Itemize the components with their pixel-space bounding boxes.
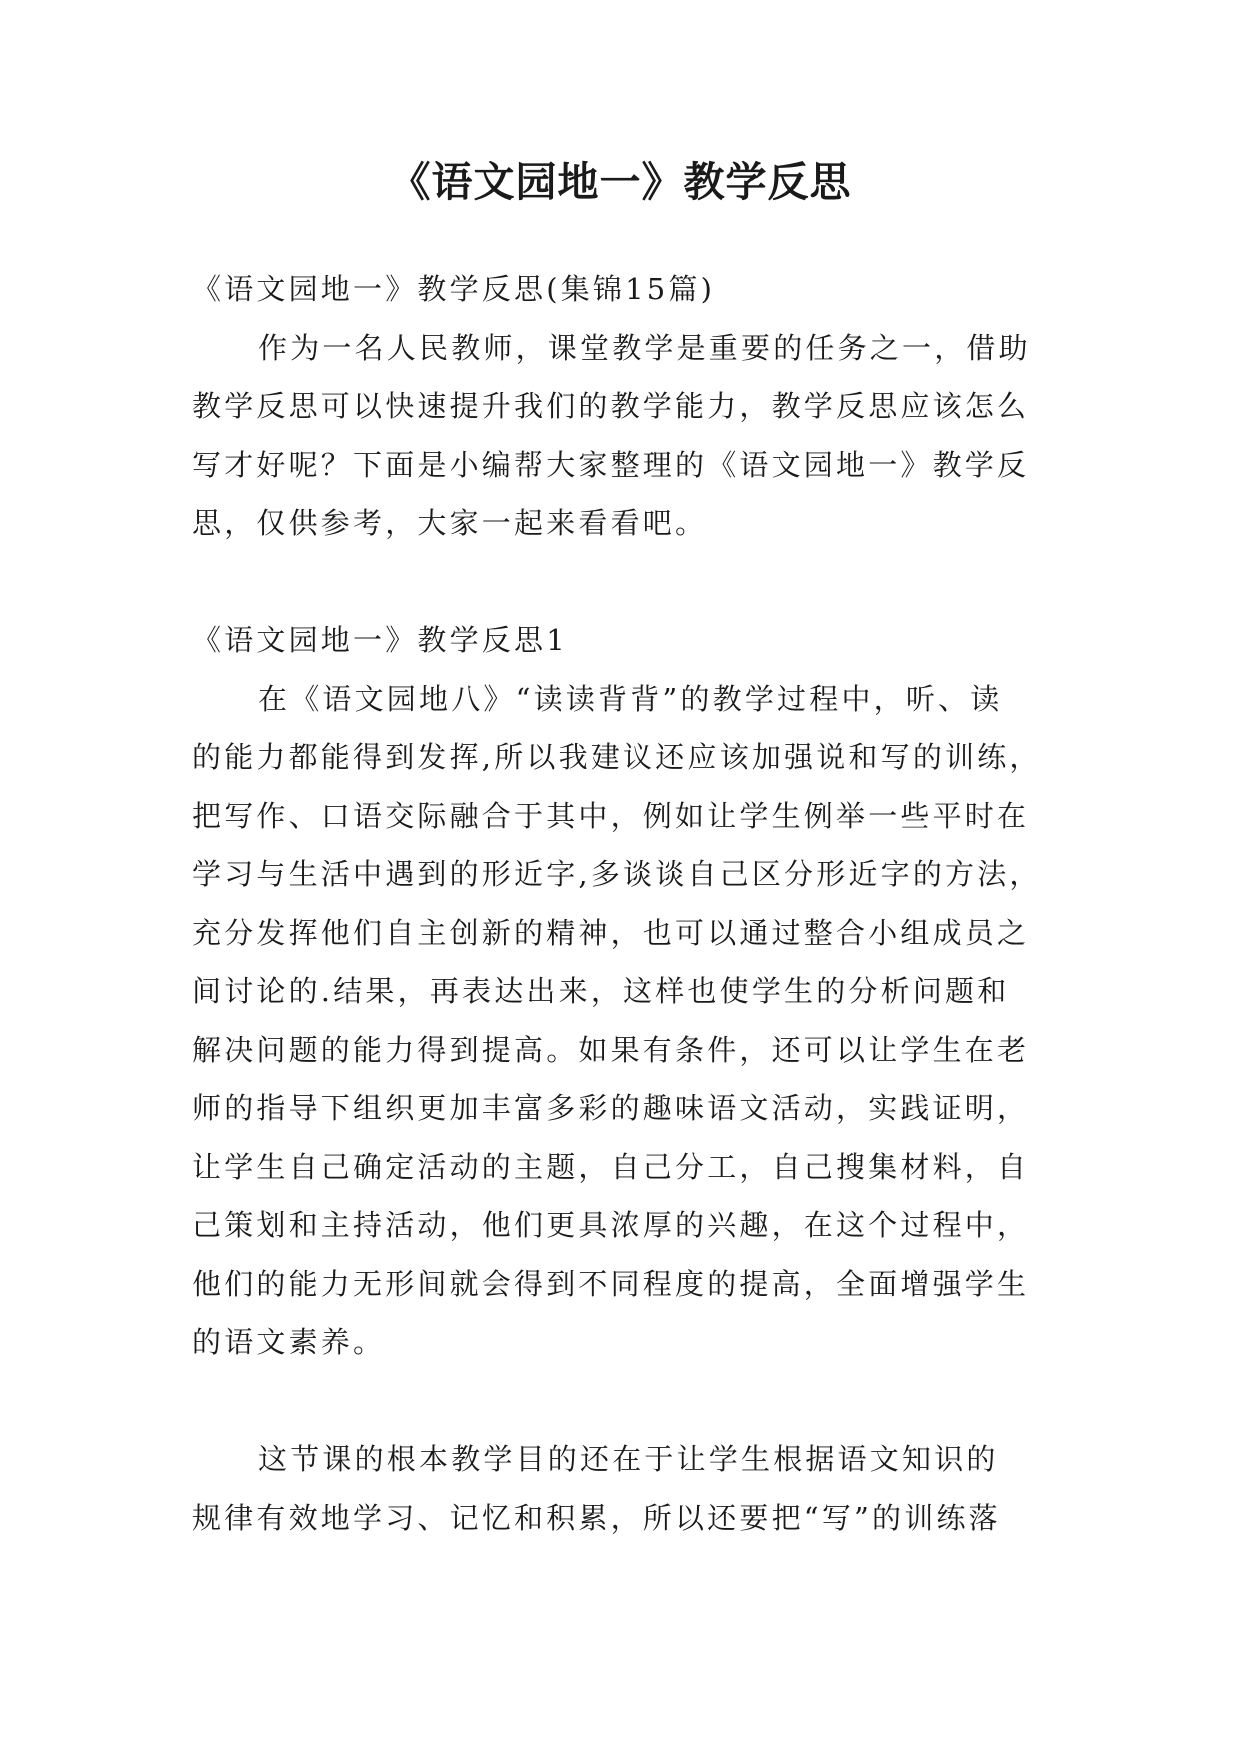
paragraph-line: 学习与生活中遇到的形近字,多谈谈自己区分形近字的方法， — [192, 857, 1042, 891]
paragraph-spacer — [192, 1372, 1054, 1431]
intro-line: 写才好呢？下面是小编帮大家整理的《语文园地一》教学反 — [192, 447, 1030, 482]
paragraph-line: 这节课的根本教学目的还在于让学生根据语文知识的 — [258, 1442, 999, 1476]
paragraph-line: 的语文素养。 — [192, 1325, 386, 1359]
paragraph-spacer — [192, 553, 1054, 612]
paragraph-line: 充分发挥他们自主创新的精神，也可以通过整合小组成员之 — [192, 915, 1030, 950]
paragraph-line: 规律有效地学习、记忆和积累，所以还要把“写”的训练落 — [192, 1500, 1001, 1535]
paragraph-line: 己策划和主持活动，他们更具浓厚的兴趣，在这个过程中， — [192, 1208, 1030, 1242]
section-paragraph-1 — [192, 670, 1054, 1372]
document-title: 《语文园地一》教学反思 — [389, 158, 852, 206]
paragraph-line: 让学生自己确定活动的主题，自己分工，自己搜集材料，自 — [192, 1149, 1030, 1184]
paragraph-line: 的能力都能得到发挥,所以我建议还应该加强说和写的训练， — [192, 740, 1042, 774]
paragraph-line: 师的指导下组织更加丰富多彩的趣味语文活动，实践证明， — [192, 1091, 1030, 1125]
paragraph-line: 间讨论的.结果，再表达出来，这样也使学生的分析问题和 — [192, 974, 1010, 1008]
paragraph-line: 他们的能力无形间就会得到不同程度的提高，全面增强学生 — [192, 1266, 1030, 1301]
paragraph-line: 在《语文园地八》“读读背背”的教学过程中，听、读 — [258, 681, 1003, 716]
paragraph-line: 把写作、口语交际融合于其中，例如让学生例举一些平时在 — [192, 798, 1030, 833]
document-body — [192, 260, 1054, 1547]
section-paragraph-2 — [192, 1430, 1054, 1547]
intro-line: 思，仅供参考，大家一起来看看吧。 — [192, 506, 708, 540]
intro-paragraph — [192, 319, 1054, 553]
intro-line: 教学反思可以快速提升我们的教学能力，教学反思应该怎么 — [192, 389, 1030, 423]
section-heading: 《语文园地一》教学反思1 — [192, 623, 568, 657]
intro-line: 作为一名人民教师，课堂教学是重要的任务之一，借助 — [258, 330, 1031, 365]
paragraph-line: 解决问题的能力得到提高。如果有条件，还可以让学生在老 — [192, 1032, 1030, 1067]
collection-subtitle: 《语文园地一》教学反思(集锦15篇) — [192, 272, 716, 306]
